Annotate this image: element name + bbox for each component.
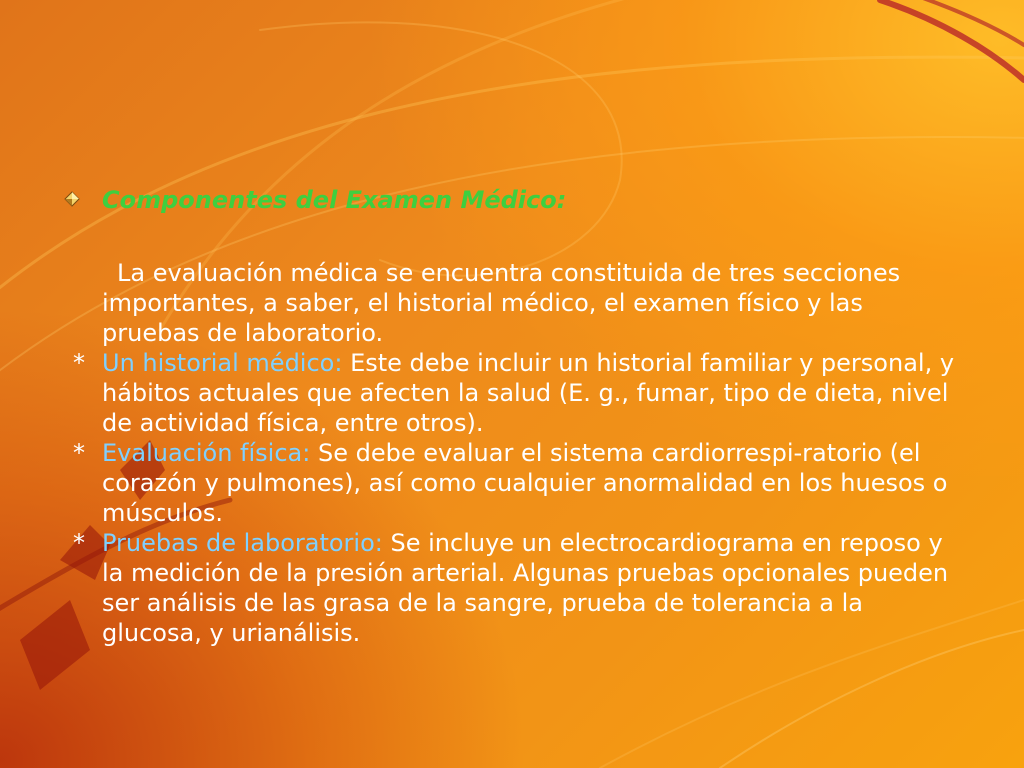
slide-content	[64, 182, 964, 648]
list-item-physical-evaluation	[64, 438, 964, 528]
heading-row	[64, 182, 964, 218]
list-marker: *	[73, 349, 85, 377]
item-term: Un historial médico:	[102, 349, 343, 377]
item-text: Se incluye un electrocardiograma en reposo y la medición de la presión arterial. Algunas pruebas opcionales pueden ser análisis de las grasa de la sangre, prueba de tolerancia a la glucosa, y urianálisis.	[102, 529, 949, 647]
item-term: Pruebas de laboratorio:	[102, 529, 383, 557]
slide-heading: Componentes del Examen Médico:	[102, 186, 567, 214]
list-item-medical-history	[64, 348, 964, 438]
list-item-lab-tests	[64, 528, 964, 648]
diamond-bullet-icon	[64, 191, 80, 207]
list-marker: *	[73, 439, 85, 467]
list-marker: *	[73, 529, 85, 557]
item-term: Evaluación física:	[102, 439, 311, 467]
item-text: Se debe evaluar el sistema cardiorrespi-ratorio (el corazón y pulmones), así como cualquier anormalidad en los huesos o músculos.	[102, 439, 948, 527]
intro-paragraph: La evaluación médica se encuentra constituida de tres secciones importantes, a saber, el historial médico, el examen físico y las pruebas de laboratorio.	[102, 259, 901, 347]
item-text: Este debe incluir un historial familiar y personal, y hábitos actuales que afecten la salud (E. g., fumar, tipo de dieta, nivel de actividad física, entre otros).	[102, 349, 955, 437]
